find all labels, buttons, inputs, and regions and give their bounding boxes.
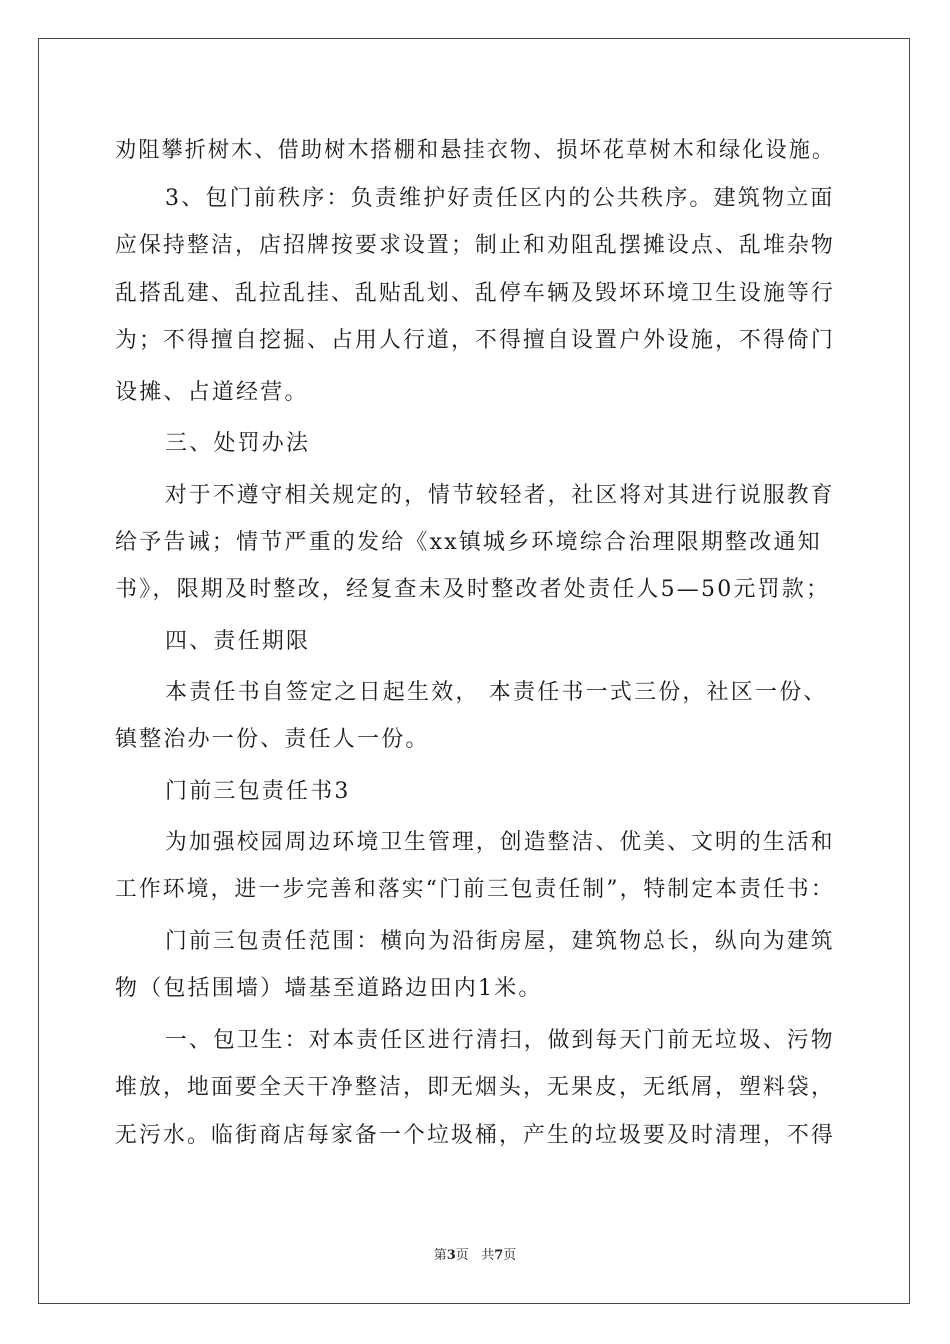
text-line: 工作环境，进一步完善和落实“门前三包责任制”，特制定本责任书： [115, 877, 835, 902]
text-line: 无污水。临街商店每家备一个垃圾桶，产生的垃圾要及时清理，不得 [115, 1123, 835, 1148]
text-line: 乱搭乱建、乱拉乱挂、乱贴乱划、乱停车辆及毁坏环境卫生设施等行 [115, 281, 835, 306]
text-line: 为；不得擅自挖掘、占用人行道，不得擅自设置户外设施，不得倚门 [115, 328, 835, 353]
text-line: 一、包卫生：对本责任区进行清扫，做到每天门前无垃圾、污物 [165, 1028, 835, 1053]
total-prefix: 共 [481, 1248, 495, 1263]
text-line: 物（包括围墙）墙基至道路边田内1米。 [115, 976, 543, 1001]
total-pages: 7 [494, 1248, 504, 1263]
page-number: 3 [446, 1248, 456, 1263]
text-line: 堆放，地面要全天干净整洁，即无烟头，无果皮，无纸屑，塑料袋， [115, 1075, 835, 1100]
page-footer [0, 1246, 950, 1266]
text-line: 设摊、占道经营。 [115, 380, 309, 405]
text-line: 给予告诫；情节严重的发给《xx镇城乡环境综合治理限期整改通知 [115, 530, 822, 555]
text-line: 3、包门前秩序：负责维护好责任区内的公共秩序。建筑物立面 [165, 186, 835, 211]
section-heading: 三、处罚办法 [165, 431, 311, 456]
section-heading: 四、责任期限 [165, 629, 311, 654]
text-line: 本责任书自签定之日起生效， 本责任书一式三份，社区一份、 [165, 680, 828, 705]
document-title: 门前三包责任书3 [165, 779, 351, 804]
page-suffix: 页 [455, 1248, 469, 1263]
text-line: 门前三包责任范围：横向为沿街房屋，建筑物总长，纵向为建筑 [165, 929, 835, 954]
text-line: 书》，限期及时整改，经复查未及时整改者处责任人5—50元罚款； [115, 577, 831, 602]
text-line: 对于不遵守相关规定的，情节较轻者，社区将对其进行说服教育 [165, 483, 835, 508]
text-line: 劝阻攀折树木、借助树木搭棚和悬挂衣物、损坏花草树木和绿化设施。 [115, 138, 836, 163]
total-suffix: 页 [503, 1248, 517, 1263]
page-prefix: 第 [433, 1248, 447, 1263]
text-line: 为加强校园周边环境卫生管理，创造整洁、优美、文明的生活和 [165, 830, 835, 855]
text-line: 应保持整洁，店招牌按要求设置；制止和劝阻乱摆摊设点、乱堆杂物 [115, 233, 835, 258]
text-line: 镇整治办一份、责任人一份。 [115, 727, 430, 752]
